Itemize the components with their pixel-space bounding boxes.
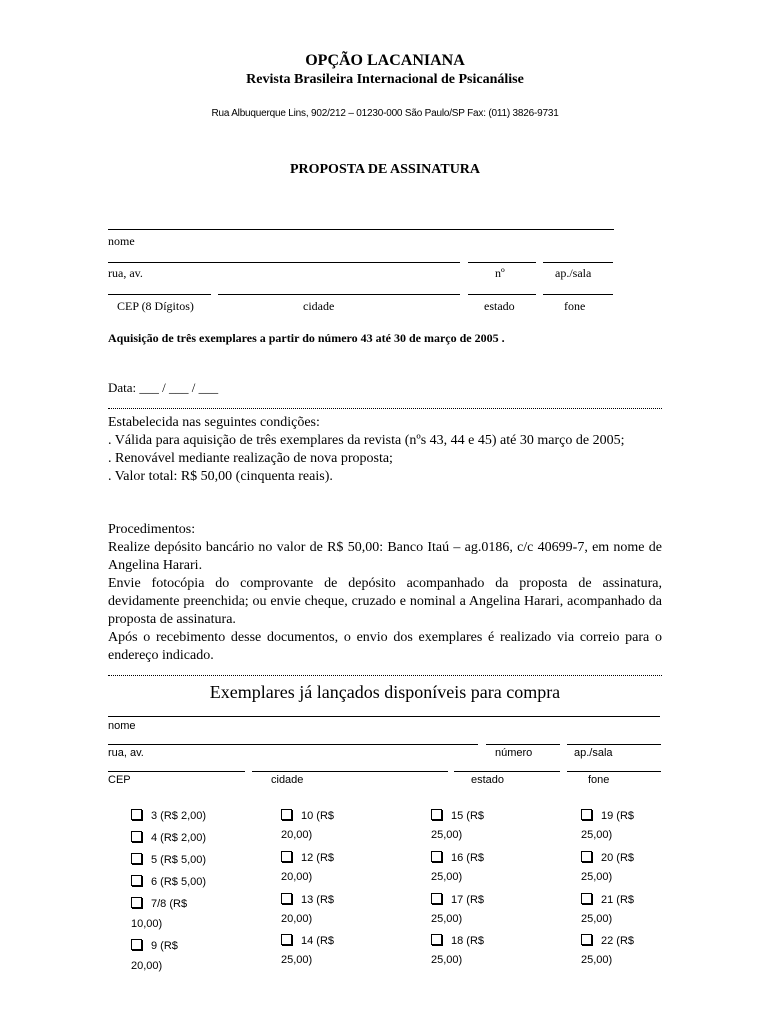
apsala-label-2: ap./sala	[574, 747, 613, 759]
nome-field-line[interactable]	[108, 229, 614, 230]
issue-option-cont: 20,00)	[131, 960, 163, 972]
checkbox-icon[interactable]	[431, 893, 442, 904]
separator-dots	[108, 675, 662, 676]
estado-label-2: estado	[471, 774, 505, 786]
numero-field-line-2[interactable]	[486, 744, 560, 745]
rua-field-line[interactable]	[108, 262, 460, 263]
rua-field-line-2[interactable]	[108, 744, 478, 745]
acquisition-text: Aquisição de três exemplares a partir do número 43 até 30 de março de 2005 .	[108, 331, 505, 345]
issue-option-cont: 25,00)	[431, 954, 463, 966]
cidade-label: cidade	[303, 299, 335, 313]
fone-field-line-2[interactable]	[567, 771, 661, 772]
condition-item: . Renovável mediante realização de nova proposta;	[108, 451, 393, 466]
apsala-label: ap./sala	[555, 266, 592, 280]
issue-option[interactable]: 9 (R$	[131, 939, 178, 952]
issue-option[interactable]: 19 (R$	[581, 809, 634, 822]
issue-option-cont: 25,00)	[431, 829, 463, 841]
condition-item: . Valor total: R$ 50,00 (cinquenta reais).	[108, 469, 333, 484]
issue-option[interactable]: 14 (R$	[281, 934, 334, 947]
issue-option-cont: 25,00)	[581, 954, 613, 966]
numero-label-2: número	[495, 747, 533, 759]
issue-option-cont: 25,00)	[581, 871, 613, 883]
issue-option[interactable]: 7/8 (R$	[131, 897, 187, 910]
checkbox-icon[interactable]	[431, 934, 442, 945]
checkbox-icon[interactable]	[581, 809, 592, 820]
issue-option[interactable]: 12 (R$	[281, 851, 334, 864]
checkbox-icon[interactable]	[281, 851, 292, 862]
cidade-field-line-2[interactable]	[252, 771, 448, 772]
issue-option[interactable]: 20 (R$	[581, 851, 634, 864]
fone-label: fone	[564, 299, 586, 313]
issue-option-cont: 10,00)	[131, 918, 163, 930]
apsala-field-line-2[interactable]	[567, 744, 661, 745]
issue-option-cont: 20,00)	[281, 913, 313, 925]
issue-option[interactable]: 4 (R$ 2,00)	[131, 831, 206, 844]
cep-field-line[interactable]	[108, 294, 211, 295]
rua-label: rua, av.	[108, 266, 143, 280]
checkbox-icon[interactable]	[281, 893, 292, 904]
checkbox-icon[interactable]	[281, 934, 292, 945]
rua-label-2: rua, av.	[108, 747, 144, 759]
issue-option-cont: 25,00)	[431, 913, 463, 925]
issue-option-cont: 25,00)	[281, 954, 313, 966]
fone-label-2: fone	[588, 774, 610, 786]
issue-option[interactable]: 6 (R$ 5,00)	[131, 875, 206, 888]
issue-option[interactable]: 16 (R$	[431, 851, 484, 864]
numero-field-line[interactable]	[468, 262, 536, 263]
checkbox-icon[interactable]	[581, 934, 592, 945]
magazine-subtitle: Revista Brasileira Internacional de Psicanálise	[246, 72, 524, 87]
conditions-block	[108, 414, 662, 486]
checkbox-icon[interactable]	[131, 897, 142, 908]
nome-label-2: nome	[108, 720, 136, 732]
issue-option[interactable]: 10 (R$	[281, 809, 334, 822]
issue-option[interactable]: 21 (R$	[581, 893, 634, 906]
issue-option[interactable]: 18 (R$	[431, 934, 484, 947]
checkbox-icon[interactable]	[131, 853, 142, 864]
issue-option-cont: 20,00)	[281, 871, 313, 883]
fone-field-line[interactable]	[543, 294, 613, 295]
issue-option-cont: 25,00)	[581, 829, 613, 841]
available-issues-title: Exemplares já lançados disponíveis para compra	[209, 682, 561, 702]
checkbox-icon[interactable]	[431, 809, 442, 820]
estado-field-line[interactable]	[468, 294, 536, 295]
checkbox-icon[interactable]	[131, 939, 142, 950]
issue-option[interactable]: 22 (R$	[581, 934, 634, 947]
issue-option-cont: 25,00)	[581, 913, 613, 925]
checkbox-icon[interactable]	[581, 893, 592, 904]
estado-field-line-2[interactable]	[454, 771, 560, 772]
cidade-field-line[interactable]	[218, 294, 460, 295]
numero-label: nº	[495, 266, 505, 280]
procedure-item: Realize depósito bancário no valor de R$ 50,00: Banco Itaú – ag.0186, c/c 40699-7, em nome de Angelina Harari.	[108, 540, 662, 573]
apsala-field-line[interactable]	[543, 262, 613, 263]
proposal-title: PROPOSTA DE ASSINATURA	[289, 162, 481, 177]
procedure-item: Após o recebimento desse documentos, o envio dos exemplares é realizado via correio para o endereço indicado.	[108, 630, 662, 663]
procedure-item: Envie fotocópia do comprovante de depósito acompanhado da proposta de assinatura, devidamente preenchida; ou envie cheque, cruzado e nominal a Angelina Harari, acompanhado da proposta de assinatura.	[108, 576, 662, 627]
cidade-label-2: cidade	[271, 774, 304, 786]
checkbox-icon[interactable]	[131, 875, 142, 886]
cep-field-line-2[interactable]	[108, 771, 245, 772]
nome-label: nome	[108, 234, 135, 248]
checkbox-icon[interactable]	[431, 851, 442, 862]
checkbox-icon[interactable]	[581, 851, 592, 862]
checkbox-icon[interactable]	[131, 809, 142, 820]
issue-option[interactable]: 5 (R$ 5,00)	[131, 853, 206, 866]
procedures-block	[108, 521, 662, 665]
nome-field-line-2[interactable]	[108, 716, 660, 717]
checkbox-icon[interactable]	[281, 809, 292, 820]
separator-dots	[108, 408, 662, 409]
estado-label: estado	[484, 299, 515, 313]
issue-option-cont: 20,00)	[281, 829, 313, 841]
magazine-title: OPÇÃO LACANIANA	[305, 52, 465, 69]
condition-item: . Válida para aquisição de três exemplares da revista (nºs 43, 44 e 45) até 30 março de 2005;	[108, 433, 625, 448]
cep-label: CEP (8 Dígitos)	[117, 299, 194, 313]
address-line: Rua Albuquerque Lins, 902/212 – 01230-000 São Paulo/SP Fax: (011) 3826-9731	[211, 108, 559, 119]
checkbox-icon[interactable]	[131, 831, 142, 842]
date-field[interactable]: Data: ___ / ___ / ___	[108, 380, 219, 395]
issue-option[interactable]: 13 (R$	[281, 893, 334, 906]
issue-option-cont: 25,00)	[431, 871, 463, 883]
conditions-heading: Estabelecida nas seguintes condições:	[108, 415, 320, 430]
issue-option[interactable]: 3 (R$ 2,00)	[131, 809, 206, 822]
cep-label-2: CEP	[108, 774, 131, 786]
issue-option[interactable]: 17 (R$	[431, 893, 484, 906]
issue-option[interactable]: 15 (R$	[431, 809, 484, 822]
procedures-heading: Procedimentos:	[108, 522, 196, 537]
